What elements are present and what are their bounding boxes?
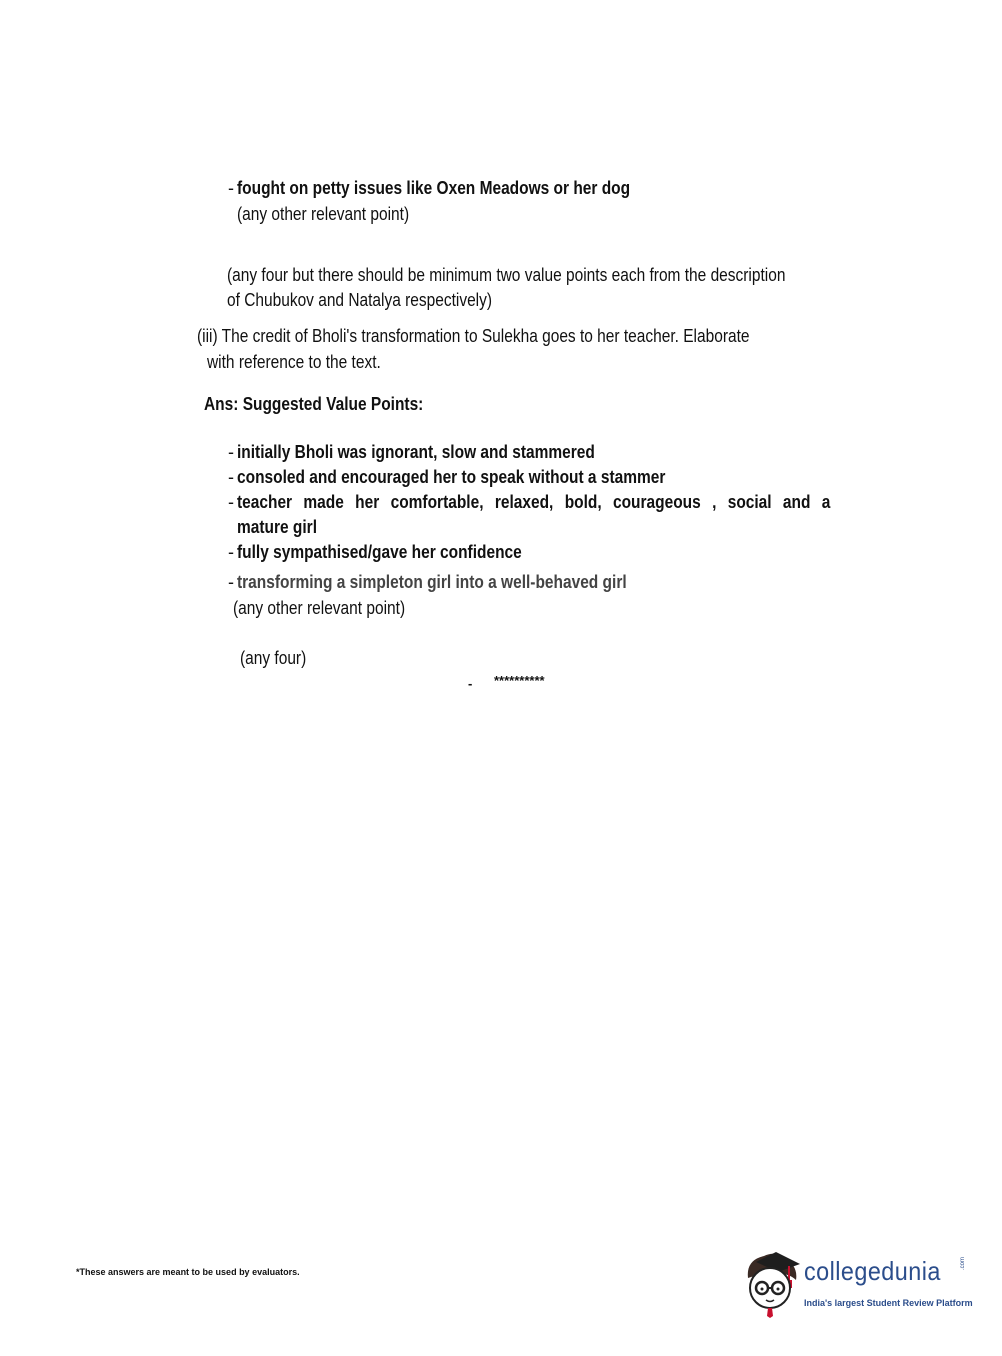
evaluator-footnote: *These answers are meant to be used by evaluators. <box>76 1267 300 1277</box>
bullet-dash: - <box>228 442 234 462</box>
bullet-dash: - <box>228 178 234 198</box>
answer-heading: Ans: Suggested Value Points: <box>204 394 424 414</box>
value-point-continuation: mature girl <box>237 517 318 537</box>
value-point: teacher made her comfortable, relaxed, bold, courageous , social and a <box>237 492 831 512</box>
end-stars: ********** <box>494 673 545 688</box>
instruction-note-line-2: of Chubukov and Natalya respectively) <box>227 290 493 310</box>
other-point-note: (any other relevant point) <box>237 204 410 224</box>
value-point: consoled and encouraged her to speak without a stammer <box>237 467 666 487</box>
value-point: fully sympathised/gave her confidence <box>237 542 522 562</box>
question-line-1: (iii) The credit of Bholi's transformation to Sulekha goes to her teacher. Elaborate <box>197 326 750 346</box>
instruction-note-line-1: (any four but there should be minimum two value points each from the description <box>227 265 786 285</box>
bullet-dash: - <box>228 572 234 592</box>
value-point: transforming a simpleton girl into a well-behaved girl <box>237 572 627 592</box>
value-point: fought on petty issues like Oxen Meadows or her dog <box>237 178 631 198</box>
bullet-dash: - <box>228 492 234 512</box>
small-dash: - <box>468 676 473 691</box>
brand-tagline: India's largest Student Review Platform <box>804 1298 973 1308</box>
value-point: initially Bholi was ignorant, slow and stammered <box>237 442 595 462</box>
collegedunia-logo <box>742 1248 972 1318</box>
any-four-note: (any four) <box>240 648 307 668</box>
bullet-dash: - <box>228 542 234 562</box>
mascot-icon <box>742 1248 804 1318</box>
question-line-2: with reference to the text. <box>207 352 381 372</box>
other-point-note: (any other relevant point) <box>233 598 406 618</box>
brand-name: collegedunia <box>804 1256 941 1286</box>
bullet-dash: - <box>228 467 234 487</box>
brand-domain: .com <box>960 1256 966 1270</box>
